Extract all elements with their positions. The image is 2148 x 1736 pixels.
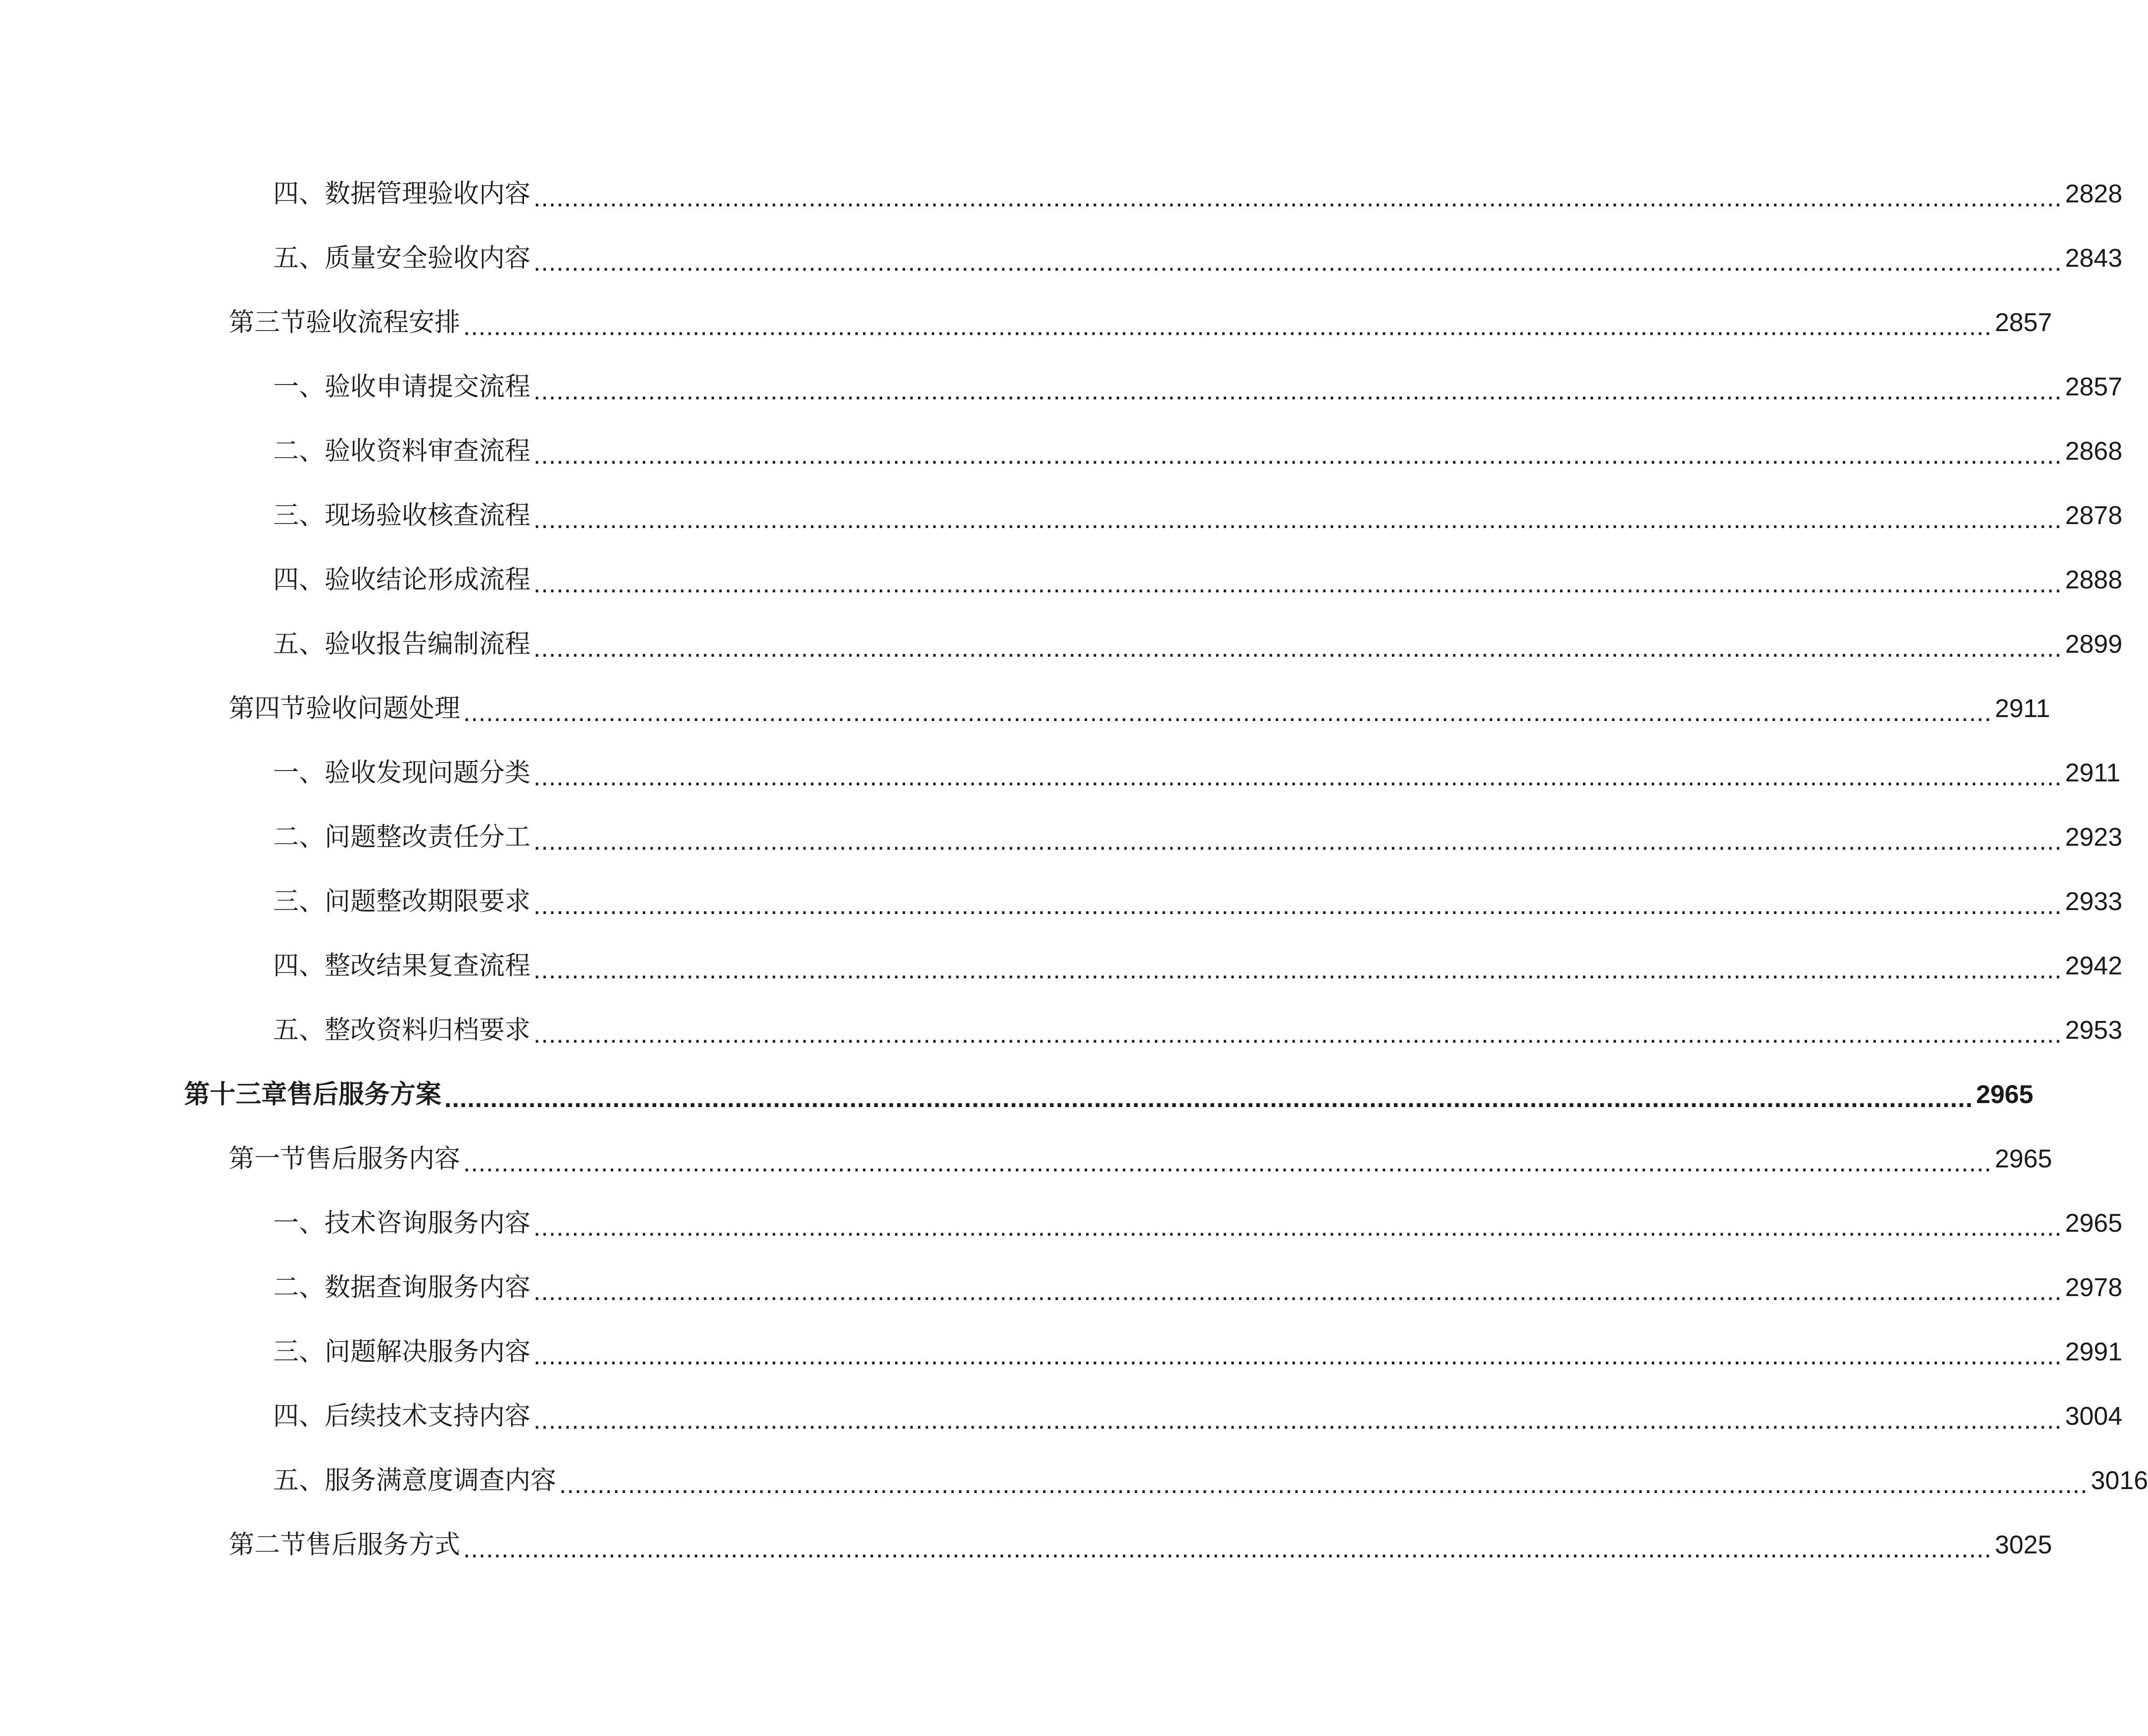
toc-entry[interactable] <box>0 1255 2123 1320</box>
toc-entry-title: 四、验收结论形成流程 <box>273 565 531 595</box>
toc-entry[interactable] <box>0 1062 2034 1127</box>
toc-list <box>0 162 2148 1577</box>
dot-leader: ........................................................................................................................................................................................................ <box>533 441 2062 470</box>
dot-leader: ........................................................................................................................................................................................................ <box>533 1020 2062 1049</box>
dot-leader: ........................................................................................................................................................................................................ <box>533 763 2062 791</box>
toc-entry-page: 2857 <box>2065 373 2123 401</box>
toc-entry-page: 2978 <box>2065 1273 2123 1302</box>
toc-entry[interactable] <box>0 419 2123 483</box>
dot-leader: ........................................................................................................................................................................................................ <box>533 1406 2062 1435</box>
toc-entry-title: 一、验收申请提交流程 <box>273 372 531 402</box>
toc-entry[interactable] <box>0 1384 2123 1448</box>
toc-entry-page: 2911 <box>2065 759 2121 787</box>
toc-entry-page: 2868 <box>2065 437 2123 466</box>
toc-entry-title: 二、验收资料审查流程 <box>273 436 531 466</box>
toc-entry[interactable] <box>0 1448 2148 1513</box>
dot-leader: ........................................................................................................................................................................................................ <box>463 1149 1992 1177</box>
dot-leader: ........................................................................................................................................................................................................ <box>533 505 2062 534</box>
toc-entry-page: 2843 <box>2065 244 2123 273</box>
dot-leader: ........................................................................................................................................................................................................ <box>444 1084 1973 1113</box>
toc-entry-page: 2942 <box>2065 952 2123 980</box>
toc-entry[interactable] <box>0 548 2123 612</box>
dot-leader: ........................................................................................................................................................................................................ <box>533 248 2062 277</box>
toc-entry[interactable] <box>0 741 2121 805</box>
dot-leader: ........................................................................................................................................................................................................ <box>533 1277 2062 1306</box>
toc-entry-page: 2953 <box>2065 1016 2123 1045</box>
dot-leader: ........................................................................................................................................................................................................ <box>463 698 1992 727</box>
toc-entry-title: 二、问题整改责任分工 <box>273 822 531 852</box>
toc-entry-page: 2888 <box>2065 566 2123 594</box>
toc-entry-page: 2933 <box>2065 887 2123 916</box>
toc-entry-title: 五、质量安全验收内容 <box>273 243 531 273</box>
toc-entry[interactable] <box>0 676 2051 741</box>
dot-leader: ........................................................................................................................................................................................................ <box>533 956 2062 984</box>
toc-entry-page: 2899 <box>2065 630 2123 659</box>
dot-leader: ........................................................................................................................................................................................................ <box>463 312 1992 341</box>
dot-leader: ........................................................................................................................................................................................................ <box>533 1213 2062 1242</box>
toc-entry-page: 2923 <box>2065 823 2123 852</box>
toc-entry-page: 2991 <box>2065 1338 2123 1366</box>
toc-entry[interactable] <box>0 805 2123 869</box>
toc-entry[interactable] <box>0 934 2123 998</box>
toc-entry[interactable] <box>0 162 2123 226</box>
toc-entry-page: 2965 <box>1976 1080 2034 1109</box>
toc-entry-title: 三、现场验收核查流程 <box>273 501 531 530</box>
toc-entry[interactable] <box>0 1127 2053 1191</box>
toc-entry-page: 2965 <box>2065 1209 2123 1238</box>
dot-leader: ........................................................................................................................................................................................................ <box>533 570 2062 598</box>
toc-entry[interactable] <box>0 355 2123 419</box>
toc-entry-title: 第二节售后服务方式 <box>229 1530 461 1560</box>
toc-entry-title: 第四节验收问题处理 <box>229 694 461 723</box>
toc-entry[interactable] <box>0 998 2123 1062</box>
toc-entry-page: 2878 <box>2065 501 2123 530</box>
dot-leader: ........................................................................................................................................................................................................ <box>533 377 2062 405</box>
toc-entry-title: 第一节售后服务内容 <box>229 1144 461 1174</box>
dot-leader: ........................................................................................................................................................................................................ <box>533 827 2062 856</box>
toc-entry-page: 3004 <box>2065 1402 2123 1431</box>
toc-entry-page: 2911 <box>1995 694 2051 723</box>
toc-entry-title: 五、服务满意度调查内容 <box>273 1466 557 1495</box>
toc-entry[interactable] <box>0 483 2123 548</box>
toc-entry-page: 2828 <box>2065 180 2123 208</box>
toc-entry[interactable] <box>0 1513 2053 1577</box>
toc-entry-page: 2857 <box>1995 308 2053 337</box>
dot-leader: ........................................................................................................................................................................................................ <box>533 184 2062 212</box>
toc-entry-title: 五、验收报告编制流程 <box>273 629 531 659</box>
toc-entry-title: 五、整改资料归档要求 <box>273 1015 531 1045</box>
toc-entry-title: 第三节验收流程安排 <box>229 308 461 338</box>
toc-entry[interactable] <box>0 1191 2123 1255</box>
toc-entry-page: 2965 <box>1995 1145 2053 1173</box>
toc-entry[interactable] <box>0 612 2123 676</box>
toc-entry-title: 一、技术咨询服务内容 <box>273 1208 531 1238</box>
toc-entry-title: 三、问题整改期限要求 <box>273 887 531 916</box>
toc-entry[interactable] <box>0 290 2053 355</box>
toc-entry-page: 3025 <box>1995 1531 2053 1559</box>
dot-leader: ........................................................................................................................................................................................................ <box>463 1535 1992 1563</box>
toc-entry-title: 一、验收发现问题分类 <box>273 758 531 788</box>
toc-entry[interactable] <box>0 869 2123 934</box>
toc-entry[interactable] <box>0 1320 2123 1384</box>
dot-leader: ........................................................................................................................................................................................................ <box>559 1470 2088 1499</box>
dot-leader: ........................................................................................................................................................................................................ <box>533 1342 2062 1370</box>
toc-entry-title: 四、整改结果复查流程 <box>273 951 531 981</box>
toc-entry-title: 三、问题解决服务内容 <box>273 1337 531 1367</box>
dot-leader: ........................................................................................................................................................................................................ <box>533 891 2062 920</box>
toc-entry-title: 第十三章售后服务方案 <box>184 1080 442 1109</box>
toc-entry[interactable] <box>0 226 2123 290</box>
dot-leader: ........................................................................................................................................................................................................ <box>533 634 2062 663</box>
toc-entry-page: 3016 <box>2091 1466 2148 1495</box>
toc-entry-title: 四、后续技术支持内容 <box>273 1401 531 1431</box>
toc-entry-title: 二、数据查询服务内容 <box>273 1273 531 1302</box>
toc-entry-title: 四、数据管理验收内容 <box>273 179 531 209</box>
